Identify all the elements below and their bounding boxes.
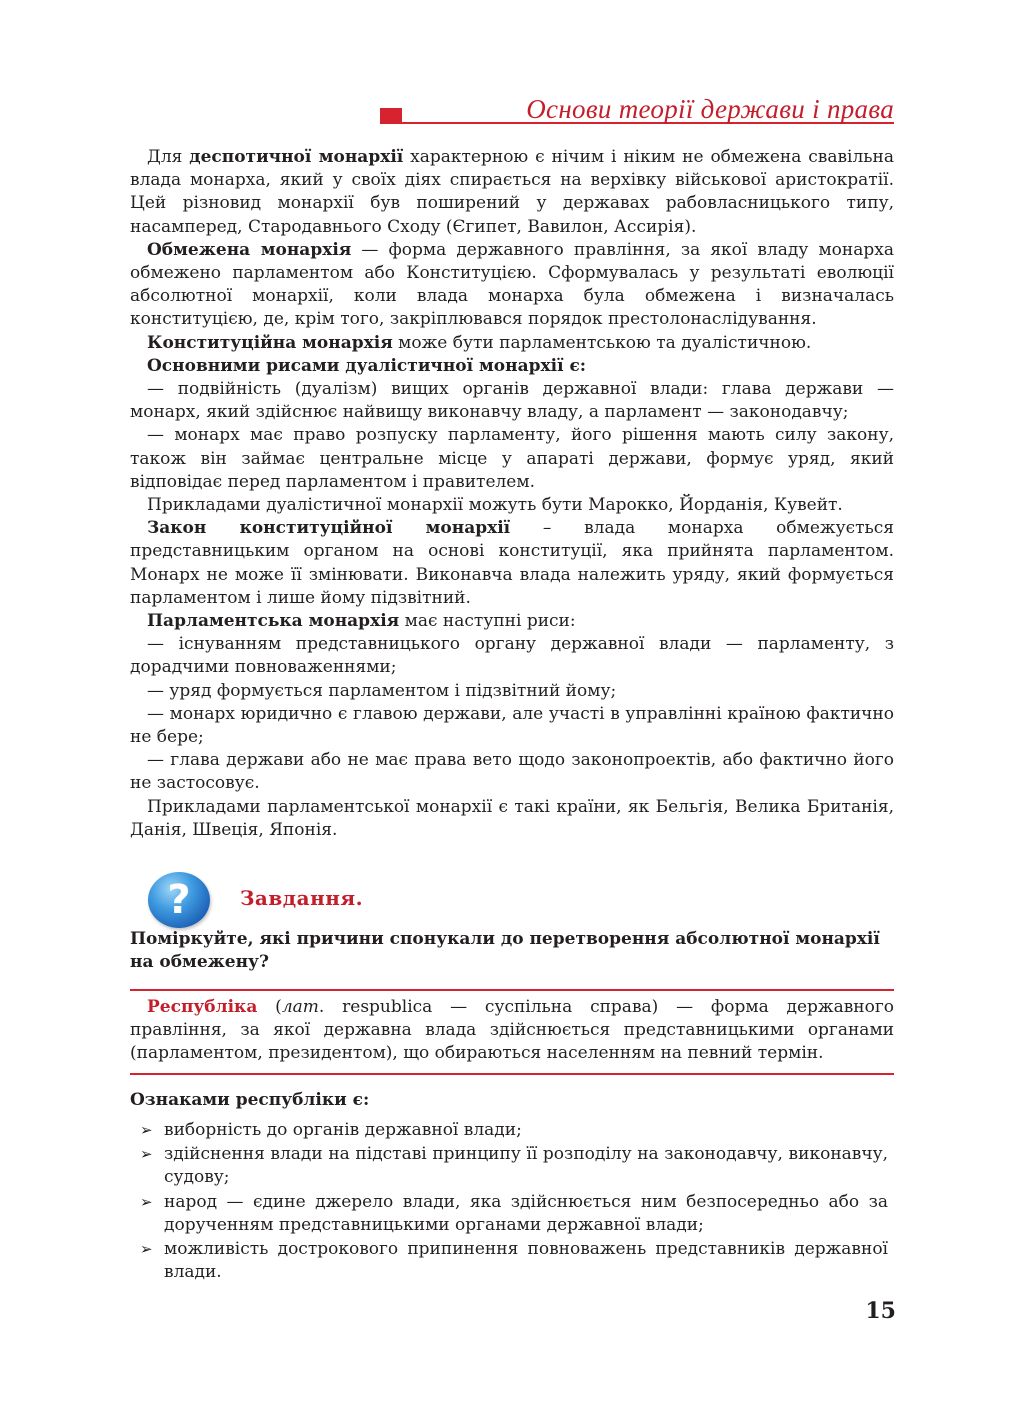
- paragraph-dualistic-heading: Основними рисами дуалістичної монархії є:: [147, 355, 587, 376]
- term-parliamentary-monarchy: Парламентська монархія: [147, 611, 400, 632]
- term-republic: Республіка: [147, 997, 258, 1017]
- list-item: ➢ можливість дострокового припинення повноважень представників державної влади.: [140, 1239, 888, 1283]
- arrow-bullet-icon: ➢: [140, 1192, 153, 1211]
- page-number: 15: [865, 1298, 896, 1324]
- paragraph-despotic-monarchy: Для деспотичної монархії характерною є нічим і ніким не обмежена свавільна влада монарха, який у своїх діях спирається на верхівку військової аристократії. Цей різновид монархії був поширений у державах рабовласницького типу, насамперед, Стародавнього Сходу (Єгипет, Вавилон, Ассирія).: [130, 147, 895, 237]
- term-limited-monarchy: Обмежена монархія: [147, 239, 352, 260]
- signs-list: [130, 1119, 888, 1285]
- header-red-marker: [380, 108, 402, 124]
- paragraph-parliamentary-feature-3: — монарх юридично є главою держави, але участі в управлінні країною фактично не бере;: [130, 703, 894, 748]
- paragraph-parliamentary-feature-2: — уряд формується парламентом і підзвітний йому;: [147, 680, 617, 701]
- paragraph-constitutional-monarchy: Конституційна монархія може бути парламентською та дуалістичною.: [147, 332, 812, 353]
- paragraph-parliamentary-examples: Прикладами парламентської монархії є такі країни, як Бельгія, Велика Британія, Данія, Швеція, Японія.: [130, 796, 894, 840]
- paragraph-parliamentary-monarchy: Парламентська монархія має наступні риси:: [147, 611, 576, 632]
- definition-box: [130, 989, 894, 1075]
- paragraph-parliamentary-feature-1: — існуванням представницького органу державної влади — парламенту, з дорадчими повноваженнями;: [130, 634, 894, 678]
- arrow-bullet-icon: ➢: [140, 1121, 153, 1139]
- list-item: ➢ народ — єдине джерело влади, яка здійснюється ним безпосередньо або за дорученням представницькими органами державної влади;: [140, 1191, 888, 1235]
- paragraph-dualistic-examples: Прикладами дуалістичної монархії можуть бути Марокко, Йорданія, Кувейт.: [147, 495, 843, 516]
- task-title: Завдання.: [240, 886, 364, 910]
- term-despotic-monarchy: деспотичної монархії: [189, 147, 404, 167]
- list-item: ➢ виборність до органів державної влади;: [130, 1119, 888, 1142]
- main-text: [130, 146, 894, 842]
- header-title: Основи теорії держави і права: [526, 94, 894, 124]
- paragraph-constitutional-law: Закон конституційної монархії – влада монарха обмежується представницьким органом на основі конституції, яка прийнята парламентом. Монарх не може її змінювати. Виконавча влада належить уряду, який формується парламентом і лише йому підзвітний.: [130, 518, 895, 608]
- term-constitutional-law: Закон конституційної монархії: [147, 518, 511, 539]
- question-icon: ?: [148, 872, 210, 928]
- definition-republic: Республіка (лат. respublica — суспільна справа) — форма державного правління, за якої державна влада здійснюється представницькими органами (парламентом, президентом), що обираються населенням на певний термін.: [130, 997, 894, 1064]
- paragraph-parliamentary-feature-4: — глава держави або не має права вето щодо законопроектів, або фактично його не застосовує.: [130, 750, 894, 794]
- paragraph-dualism-feature-2: — монарх має право розпуску парламенту, його рішення мають силу закону, також він займає центральне місце у апараті держави, формує уряд, який відповідає перед парламентом і правителем.: [130, 425, 894, 492]
- term-constitutional-monarchy: Конституційна монархія: [147, 332, 393, 353]
- list-item: ➢ здійснення влади на підставі принципу її розподілу на законодавчу, виконавчу, судову;: [140, 1144, 888, 1188]
- running-header: [380, 92, 894, 132]
- paragraph-dualism-feature-1: — подвійність (дуалізм) вищих органів державної влади: глава держави — монарх, який здійснює найвищу виконавчу владу, а парламент — законодавчу;: [130, 379, 894, 423]
- arrow-bullet-icon: ➢: [140, 1145, 153, 1164]
- arrow-bullet-icon: ➢: [140, 1240, 153, 1259]
- task-block: [148, 868, 888, 934]
- signs-heading: Ознаками республіки є:: [130, 1090, 370, 1110]
- task-question: Поміркуйте, які причини спонукали до перетворення абсолютної монархії на обмежену?: [130, 929, 880, 973]
- paragraph-limited-monarchy: Обмежена монархія — форма державного правління, за якої владу монарха обмежено парламентом або Конституцією. Сформувалась у результаті еволюції абсолютної монархії, коли влада монарха була обмежена і визначалась конституцією, де, крім того, закріплювався порядок престолонаслідування.: [130, 239, 894, 330]
